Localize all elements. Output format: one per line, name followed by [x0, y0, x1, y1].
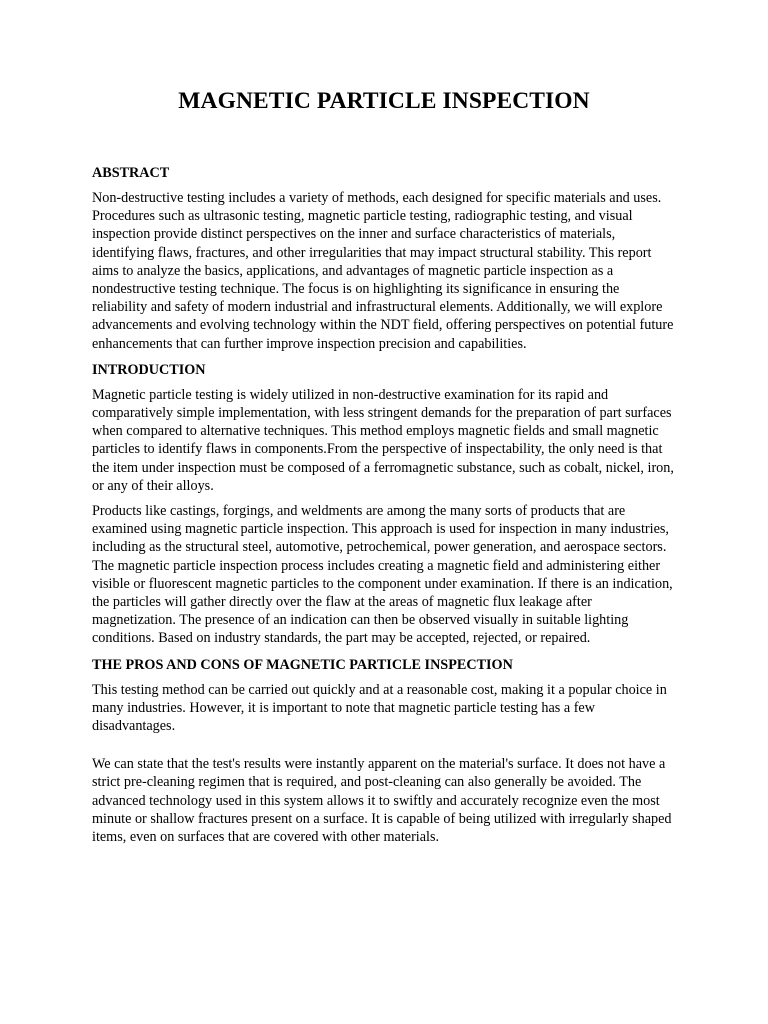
abstract-section [92, 163, 676, 353]
pros-cons-section [92, 655, 676, 847]
pros-cons-heading: THE PROS AND CONS OF MAGNETIC PARTICLE INSPECTION [92, 656, 513, 673]
introduction-paragraph: Products like castings, forgings, and weldments are among the many sorts of products that are examined using magnetic particle inspection. This approach is used for inspection in many industries, including as the structural steel, automotive, petrochemical, power generation, and aerospace sectors. The magnetic particle inspection process includes creating a magnetic field and administering either visible or fluorescent magnetic particles to the component under examination. If there is an indication, the particles will gather directly over the flaw at the areas of magnetic flux leakage after magnetization. The presence of an indication can then be observed visually in suitable lighting conditions. Based on industry standards, the part may be accepted, rejected, or repaired. [92, 503, 673, 647]
introduction-section [92, 360, 676, 648]
introduction-paragraph: Magnetic particle testing is widely utilized in non-destructive examination for its rapid and comparatively simple implementation, with less stringent demands for the preparation of part surfaces when compared to alternative techniques. This method employs magnetic fields and small magnetic particles to identify flaws in components.From the perspective of inspectability, the only need is that the item under inspection must be composed of a ferromagnetic substance, such as cobalt, nickel, iron, or any of their alloys. [92, 386, 674, 494]
paragraph-spacer [92, 742, 676, 755]
document-title: MAGNETIC PARTICLE INSPECTION [178, 88, 590, 114]
pros-cons-paragraph: This testing method can be carried out quickly and at a reasonable cost, making it a popular choice in many industries. However, it is important to note that magnetic particle testing has a few disadvantages. [92, 681, 667, 735]
abstract-paragraph: Non-destructive testing includes a variety of methods, each designed for specific materials and uses. Procedures such as ultrasonic testing, magnetic particle testing, radiographic testing, and visual inspection provide distinct perspectives on the inner and surface characteristics of materials, identifying flaws, fractures, and other irregularities that may impact structural stability. This report aims to analyze the basics, applications, and advantages of magnetic particle inspection as a nondestructive testing technique. The focus is on highlighting its significance in ensuring the reliability and safety of modern industrial and infrastructural elements. Additionally, we will explore advancements and evolving technology within the NDT field, offering perspectives on potential future enhancements that can further improve inspection precision and capabilities. [92, 190, 674, 352]
document-body [92, 163, 676, 853]
pros-cons-paragraph: We can state that the test's results were instantly apparent on the material's surface. It does not have a strict pre-cleaning regimen that is required, and post-cleaning can also generally be avoided. The advanced technology used in this system allows it to swiftly and accurately recognize even the most minute or shallow fractures present on a surface. It is capable of being utilized with irregularly shaped items, even on surfaces that are covered with other materials. [92, 756, 672, 846]
introduction-heading: INTRODUCTION [92, 361, 206, 378]
abstract-heading: ABSTRACT [92, 165, 170, 181]
